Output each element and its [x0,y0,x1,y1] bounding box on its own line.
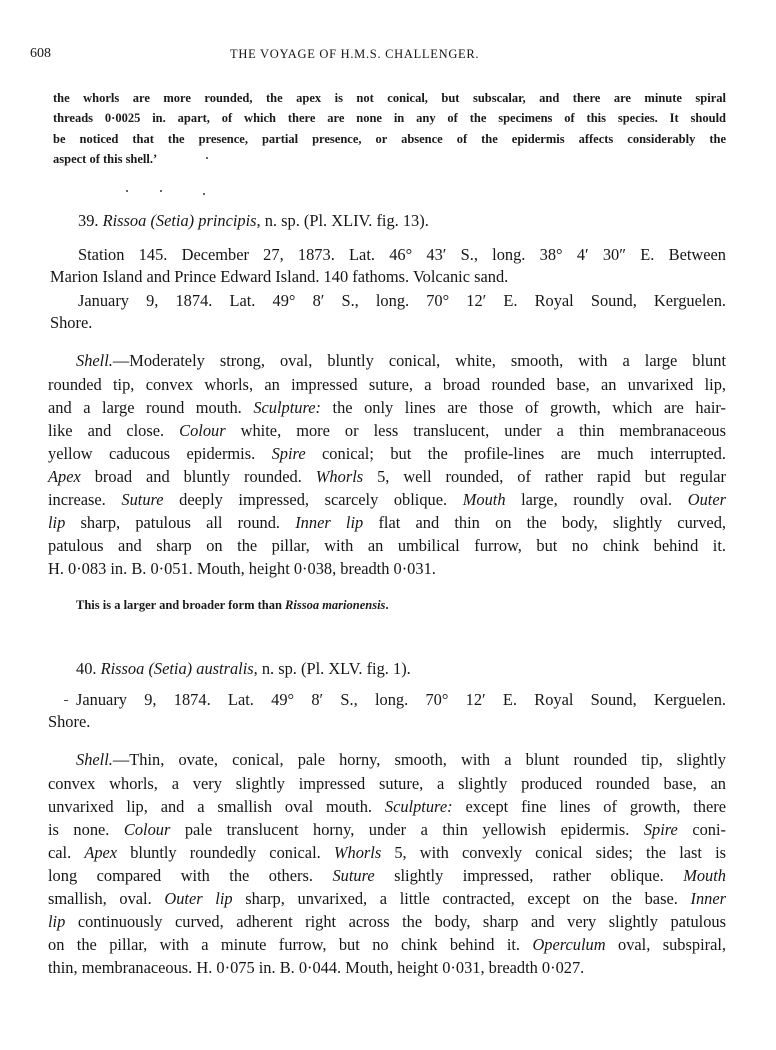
description-line: cal. Apex bluntly roundedly conical. Whorls 5, with convexly conical sides; the last is [48,843,726,862]
intro-line: the whorls are more rounded, the apex is not conical, but subscalar, and there are minute spiral [53,91,726,105]
description-line: Shell.—Thin, ovate, conical, pale horny, smooth, with a blunt rounded tip, slightly [76,750,726,769]
description-line: is none. Colour pale translucent horny, under a thin yellowish epidermis. Spire coni- [48,820,726,839]
description-line: unvarixed lip, and a smallish oval mouth. Sculpture: except fine lines of growth, there [48,797,726,816]
running-title: THE VOYAGE OF H.M.S. CHALLENGER. [230,47,480,61]
description-line: increase. Suture deeply impressed, scarcely oblique. Mouth large, roundly oval. Outer [48,490,726,509]
description-line: long compared with the others. Suture slightly impressed, rather oblique. Mouth [48,866,726,885]
locality-line: January 9, 1874. Lat. 49° 8′ S., long. 70° 12′ E. Royal Sound, Kerguelen. [78,291,726,310]
description-line: lip sharp, patulous all round. Inner lip flat and thin on the body, slightly curved, [48,513,726,532]
description-line: smallish, oval. Outer lip sharp, unvarixed, a little contracted, except on the base. Inner [48,889,726,908]
description-line: patulous and sharp on the pillar, with an umbilical furrow, but no chink behind it. [48,536,726,555]
locality-line: Shore. [48,712,91,731]
locality-line: Station 145. December 27, 1873. Lat. 46° 43′ S., long. 38° 4′ 30″ E. Between [78,245,726,264]
species-status: , n. sp. [253,659,297,678]
species-status: , n. sp. [256,211,300,230]
locality-line: Marion Island and Prince Edward Island. 140 fathoms. Volcanic sand. [50,267,509,286]
genus-name: Rissoa [100,659,145,678]
genus-name: Rissoa [102,211,147,230]
description-line: H. 0·083 in. B. 0·051. Mouth, height 0·038, breadth 0·031. [48,559,436,578]
locality-line: Shore. [50,313,93,332]
description-line: yellow caducous epidermis. Spire conical; but the profile-lines are much interrupted. [48,444,726,463]
subgenus-name: (Setia) [150,211,195,230]
scan-speck [126,190,128,192]
scan-speck [64,700,68,701]
scan-speck [160,190,162,192]
subgenus-name: (Setia) [148,659,193,678]
species-39-heading [78,210,429,232]
scan-speck [206,157,208,159]
intro-line: threads 0·0025 in. apart, of which there are none in any of the specimens of this species. It should [53,111,726,125]
description-line: and a large round mouth. Sculpture: the only lines are those of growth, which are hair- [48,398,726,417]
plate-reference: (Pl. XLV. fig. 1). [301,659,411,678]
description-line: rounded tip, convex whorls, an impressed suture, a broad rounded base, an unvarixed lip, [48,375,726,394]
description-line: like and close. Colour white, more or less translucent, under a thin membranaceous [48,421,727,440]
description-line: lip continuously curved, adherent right across the body, sharp and very slightly patulous [48,912,726,931]
species-number: 40. [76,659,97,678]
description-line: Shell.—Moderately strong, oval, bluntly conical, white, smooth, with a large blunt [76,351,726,370]
locality-line: January 9, 1874. Lat. 49° 8′ S., long. 70° 12′ E. Royal Sound, Kerguelen. [76,690,726,709]
plate-reference: (Pl. XLIV. fig. 13). [303,211,429,230]
intro-line: aspect of this shell.’ [53,152,158,166]
description-line: on the pillar, with a minute furrow, but no chink behind it. Operculum oval, subspiral, [48,935,727,954]
intro-line: be noticed that the presence, partial presence, or absence of the epidermis affects considerably the [53,132,726,146]
species-40-heading [76,658,411,680]
description-line: Apex broad and bluntly rounded. Whorls 5, well rounded, of rather rapid but regular [48,467,726,486]
species-name: principis [198,211,257,230]
page-number: 608 [30,46,51,61]
species-39-note: This is a larger and broader form than Rissoa marionensis. [76,598,389,612]
species-number: 39. [78,211,99,230]
scan-speck [203,193,205,195]
description-line: convex whorls, a very slightly impressed suture, a slightly produced rounded base, an [48,774,726,793]
species-name: australis [196,659,254,678]
description-line: thin, membranaceous. H. 0·075 in. B. 0·044. Mouth, height 0·031, breadth 0·027. [48,958,585,977]
